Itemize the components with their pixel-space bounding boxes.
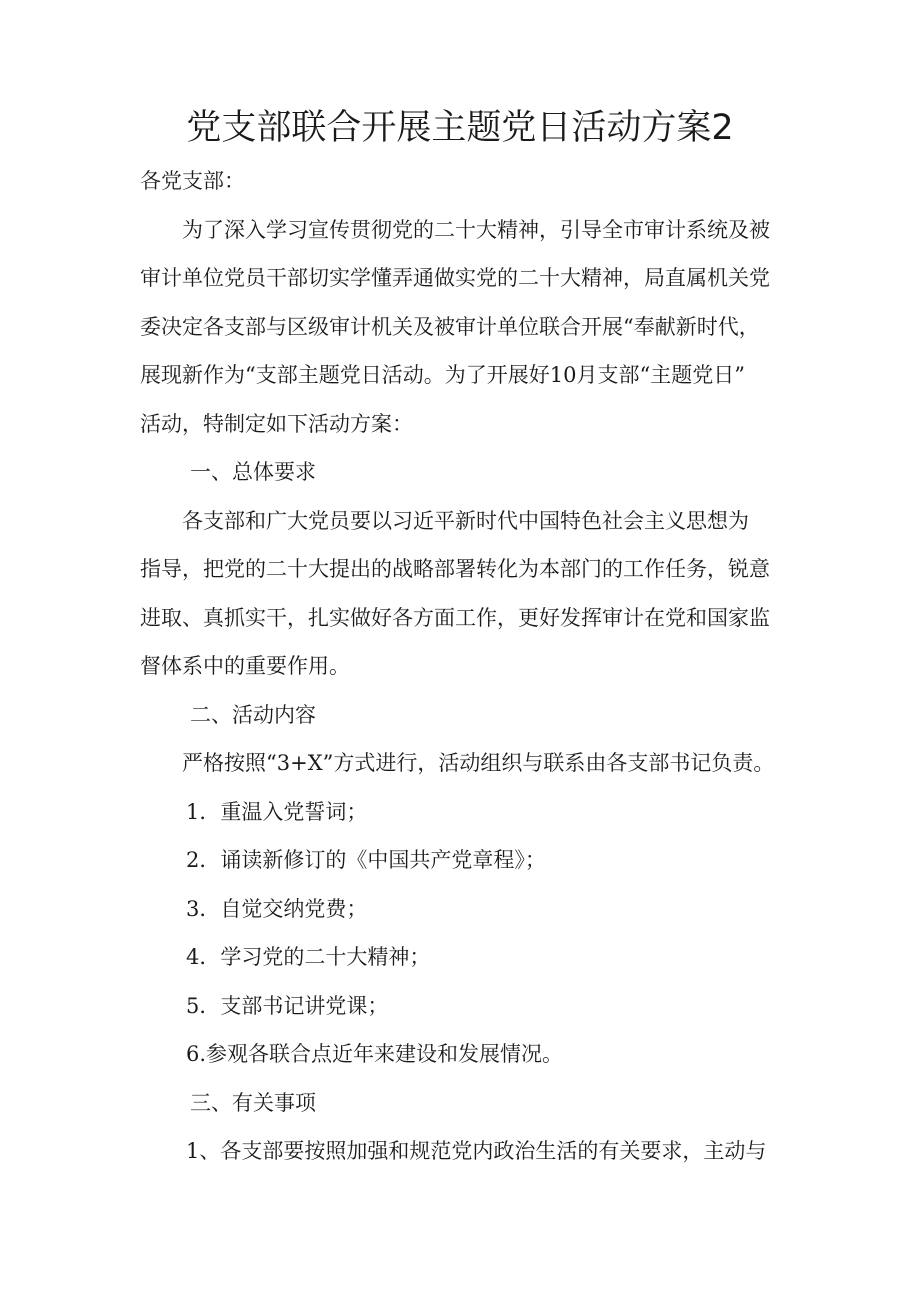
intro-paragraph xyxy=(140,206,784,449)
salutation: 各党支部： xyxy=(140,169,245,193)
section1-paragraph xyxy=(140,497,784,691)
list-item: 5．支部书记讲党课； xyxy=(186,993,389,1018)
section1-line: 各支部和广大党员要以习近平新时代中国特色社会主义思想为 xyxy=(182,508,749,533)
document-body xyxy=(140,157,784,1176)
list-item: 6.参观各联合点近年来建设和发展情况。 xyxy=(186,1042,564,1066)
list-item: 1．重温入党誓词； xyxy=(186,799,368,824)
section-heading-related-matters: 三、有关事项 xyxy=(190,1090,316,1115)
intro-line: 展现新作为“支部主题党日活动。为了开展好10月支部“主题党日” xyxy=(140,363,745,387)
intro-line: 活动，特制定如下活动方案： xyxy=(140,411,413,436)
list-item: 2．诵读新修订的《中国共产党章程》； xyxy=(186,848,546,872)
section1-line: 指导，把党的二十大提出的战略部署转化为本部门的工作任务，锐意 xyxy=(140,557,770,581)
list-item: 3．自觉交纳党费； xyxy=(186,896,368,921)
section-heading-activity-content: 二、活动内容 xyxy=(190,702,316,727)
activity-list xyxy=(140,788,784,1079)
section1-line: 进取、真抓实干，扎实做好各方面工作，更好发挥审计在党和国家监 xyxy=(140,605,770,630)
list-item: 4．学习党的二十大精神； xyxy=(186,945,431,969)
section-heading-general-requirements: 一、总体要求 xyxy=(190,460,316,484)
section3-line: 1、各支部要按照加强和规范党内政治生活的有关要求，主动与 xyxy=(186,1139,767,1163)
section1-line: 督体系中的重要作用。 xyxy=(140,654,350,678)
intro-line: 为了深入学习宣传贯彻党的二十大精神，引导全市审计系统及被 xyxy=(182,217,770,242)
intro-line: 审计单位党员干部切实学懂弄通做实党的二十大精神，局直属机关党 xyxy=(140,266,770,290)
document-title: 党支部联合开展主题党日活动方案2 xyxy=(186,108,734,148)
section2-lead: 严格按照“3+X”方式进行，活动组织与联系由各支部书记负责。 xyxy=(182,751,775,775)
intro-line: 委决定各支部与区级审计机关及被审计单位联合开展“奉献新时代， xyxy=(140,314,760,339)
